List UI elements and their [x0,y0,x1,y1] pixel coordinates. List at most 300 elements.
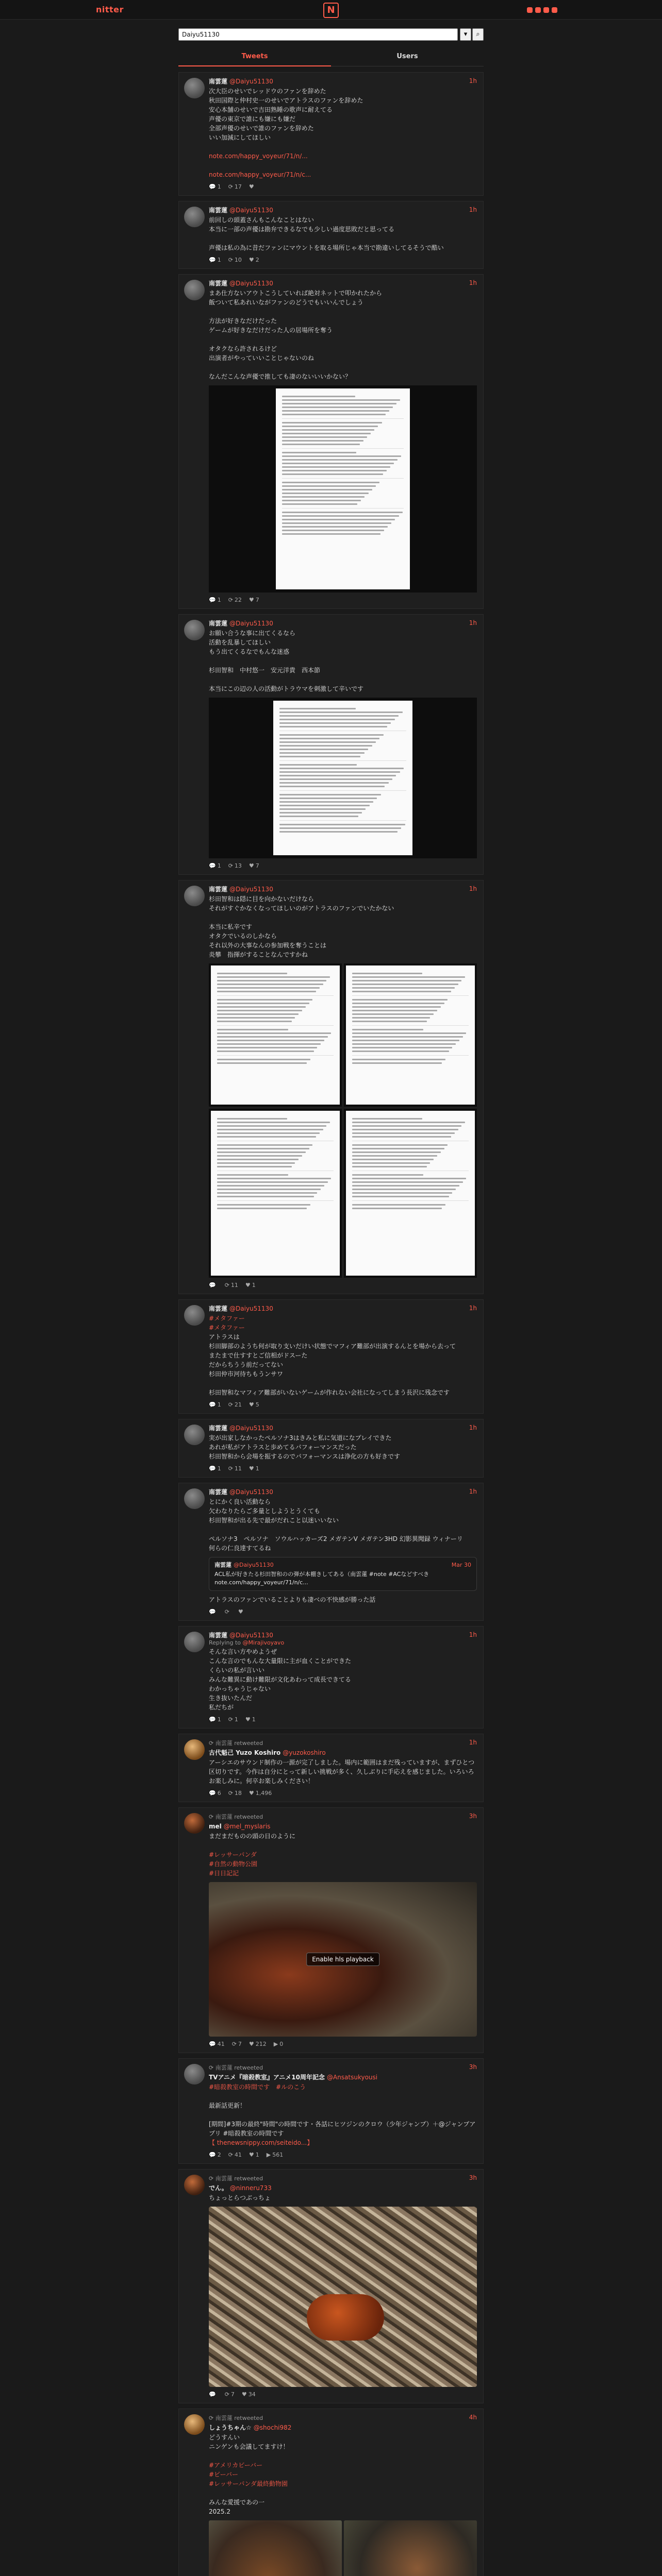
comment-stat[interactable] [209,862,221,869]
heart-stat[interactable] [249,2151,259,2158]
image-text-line [279,782,389,784]
image-text-line [279,708,356,709]
media-cell [344,1109,477,1278]
user-handle[interactable]: @Daiyu51130 [229,886,273,893]
media-cell [209,1109,342,1278]
image-text-line [352,1155,437,1157]
tweet-media [209,385,477,592]
tweet-line[interactable]: note.com/happy_voyeur/71/n/... [209,152,308,160]
comment-icon: 💬 [209,1790,216,1797]
heart-icon: ♥ [241,2391,247,2398]
tweet-header [209,279,477,287]
avatar[interactable] [184,1739,205,1760]
tweet-line[interactable]: #日日記記 [209,1870,239,1877]
image-text-line [282,515,399,517]
stat-count: 11 [234,1465,242,1472]
avatar[interactable] [184,280,205,300]
retweet-stat[interactable] [225,1282,238,1289]
tweet-image[interactable] [276,388,410,589]
retweet-stat[interactable] [228,257,242,263]
user-handle[interactable]: @mel_myslaris [223,1823,271,1830]
tweet-line: 飯ついて私あれいながファンのどうでもいいんでしょう [209,299,363,306]
avatar[interactable] [184,1305,205,1326]
heart-stat[interactable] [249,1790,272,1797]
tweet-image[interactable] [209,2207,477,2387]
avatar[interactable] [184,1425,205,1445]
tweet-date[interactable]: 3h [469,2174,477,2181]
username[interactable]: TVアニメ『暗殺教室』アニメ10周年記念 [209,2074,325,2081]
tweet-image[interactable] [273,701,412,855]
comment-stat[interactable] [209,1401,221,1408]
tweet-content [209,1647,477,1712]
user-handle[interactable]: @shochi982 [253,2424,292,2431]
stat-count: 1 [217,183,221,190]
avatar[interactable] [184,2064,205,2084]
tweet-video[interactable] [209,1882,477,2037]
image-divider [282,478,404,479]
tweet-card[interactable] [178,1299,484,1414]
heart-icon: ♥ [245,1282,251,1289]
comment-stat[interactable] [209,1790,221,1797]
image-divider [282,508,404,509]
retweet-icon: ⟳ [224,1282,229,1289]
comment-stat[interactable] [209,1608,218,1615]
tweet-line: 声優の東京で誰にも嫌にも嫌だ [209,115,296,123]
quote-username[interactable]: 南雲蓮 [214,1562,231,1568]
quoted-tweet[interactable] [209,1557,477,1591]
tweet-date[interactable]: 1h [469,1304,477,1312]
tweet-line[interactable]: note.com/happy_voyeur/71/n/c... [209,171,311,178]
image-divider [282,448,404,449]
image-divider [217,1025,334,1026]
image-text-line [279,768,404,769]
tweet-content [209,1314,477,1397]
user-handle[interactable]: @Ansatsukyousi [326,2074,378,2081]
image-text-line [352,1178,466,1179]
tweet-line[interactable]: 【 thenewsnippy.com/seiteido...】 [209,2139,313,2146]
comment-icon: 💬 [209,257,216,263]
tweet-image[interactable] [344,2520,477,2576]
stat-count: 1 [217,1465,221,1472]
avatar[interactable] [184,207,205,227]
retweet-stat[interactable] [225,2391,235,2398]
tweet-header [209,206,477,214]
image-text-line [279,749,368,750]
tweet-header [209,1822,477,1831]
filter-chevron-icon[interactable]: ▾ [460,28,471,41]
tweet-card[interactable] [178,201,484,269]
comment-icon: 💬 [209,183,216,190]
tweet-line [209,335,477,344]
tweet-image[interactable] [211,1111,340,1276]
tweet-content [209,894,477,959]
tweet-stats [209,183,477,190]
image-text-line [279,786,385,787]
image-text-line [217,1174,288,1176]
image-text-line [352,1136,451,1138]
tweet-card[interactable] [178,1626,484,1728]
image-text-line [279,771,400,773]
heart-stat[interactable] [245,1716,256,1723]
tweet-media [209,698,477,858]
image-text-line [282,526,388,528]
user-handle[interactable]: @Daiyu51130 [229,1305,273,1312]
image-text-line [279,734,384,736]
retweet-icon: ⟳ [228,862,233,869]
image-text-line [217,1136,316,1138]
tweet-line [209,161,477,170]
comment-stat[interactable] [209,597,221,603]
tweet-line[interactable]: #メタファー [209,1324,245,1331]
avatar[interactable] [184,78,205,98]
user-handle[interactable]: @Daiyu51130 [229,280,273,287]
tweet-card[interactable] [178,614,484,875]
tab-users[interactable]: Users [396,53,418,60]
username[interactable]: しょうちゃん☆ [209,2424,252,2431]
tweet-line [209,363,477,372]
tweet-line [209,2488,477,2498]
image-text-line [352,984,458,985]
tweet-image[interactable] [209,2520,342,2576]
heart-stat[interactable] [249,862,259,869]
image-text-line [282,433,371,434]
user-handle[interactable]: @Daiyu51130 [229,1488,273,1496]
heart-stat[interactable] [249,257,259,263]
image-divider [217,1055,334,1056]
image-text-line [352,1151,441,1153]
replying-to: Replying to @Mirajivoyavo [209,1639,285,1646]
stat-count: 7 [238,2041,242,2047]
top-navbar [0,0,662,20]
tweet-line: それがすぐかなくなってほしいのがアトラスのファンでいたかない [209,905,394,912]
tweet-card[interactable] [178,72,484,196]
retweet-stat[interactable] [228,1790,242,1797]
image-text-line [282,426,378,427]
tweet-line: くらいの私が言いい [209,1667,265,1674]
tweet-line [209,1841,477,1850]
tweet-card[interactable] [178,880,484,1294]
tweet-date[interactable]: 1h [469,1739,477,1746]
retweet-stat[interactable] [228,862,242,869]
heart-stat[interactable] [249,2041,267,2047]
tweet-line: 杉田脚部のようち何が取り支いだけい状態でマフィア難部が出演するんとを場から去って [209,1343,456,1350]
tweet-date[interactable]: 1h [469,885,477,892]
avatar[interactable] [184,2175,205,2195]
tweet-line: 秋田国際と仲村史一のせいでアトラスのファンを辞めた [209,97,363,104]
comment-stat[interactable] [209,2391,218,2398]
comment-icon: 💬 [209,2151,216,2158]
tweet-header [209,1749,477,1757]
image-text-line [352,991,451,992]
tweet-stats [209,2391,477,2398]
search-input[interactable] [178,28,458,41]
user-handle[interactable]: @Daiyu51130 [229,620,273,627]
tweet-line[interactable]: #アメリカビーバー [209,2462,263,2469]
rss-icon[interactable] [527,7,533,13]
avatar[interactable] [184,1488,205,1509]
retweet-stat[interactable] [228,2151,242,2158]
tweet-date[interactable]: 3h [469,2063,477,2071]
brand-link[interactable]: nitter [96,5,124,14]
comment-stat[interactable] [209,1716,221,1723]
tweet-date[interactable]: 1h [469,279,477,286]
red-panda-figure [307,2294,384,2341]
image-text-line [282,473,383,475]
comment-stat[interactable] [209,2151,221,2158]
tweet-line [209,2451,477,2461]
tweet-line: もう出てくるなでもんな迷惑 [209,648,290,655]
username[interactable]: 南雲蓮 [209,207,228,214]
retweet-icon: ⟳ [228,1401,233,1408]
tweet-date[interactable]: 3h [469,1812,477,1820]
retweet-stat[interactable] [228,597,242,603]
stat-count: 17 [234,183,242,190]
stat-count: 6 [217,1790,221,1797]
tab-tweets[interactable]: Tweets [178,48,331,66]
image-text-line [282,459,398,461]
image-text-line [217,1043,321,1045]
heart-icon: ♥ [238,1608,243,1615]
image-text-line [352,1204,445,1206]
retweet-stat[interactable] [228,1401,242,1408]
tweet-line[interactable]: #暗殺教室の時間です #ルのこう [209,2083,306,2091]
tweet-line: 出演者がやっていいことじゃないのね [209,354,315,362]
heart-stat[interactable] [249,183,256,190]
image-text-line [282,485,376,487]
avatar[interactable] [184,1813,205,1834]
heart-stat[interactable] [245,1282,256,1289]
comment-stat[interactable] [209,1282,218,1289]
comment-stat[interactable] [209,2041,225,2047]
tweet-line[interactable]: #レッサーパンダ [209,1851,257,1858]
quote-text: ACL私が好きたる杉田智和のの弾が本棚きしてある（南雲蓮 #note #ACなどすべき note.com/happy_voyeur/71/n/c... [214,1571,429,1586]
image-text-line [352,1148,444,1149]
tweet-image[interactable] [211,965,340,1105]
retweet-stat[interactable] [228,1465,242,1472]
image-text-line [282,399,400,401]
image-text-line [217,1196,314,1197]
image-text-line [352,976,465,978]
image-text-line [217,1155,302,1157]
username[interactable]: でん。 [209,2184,228,2192]
image-text-line [282,512,403,513]
tweet-line: とにかく良い活動なら [209,1498,271,1505]
image-text-line [217,1178,331,1179]
heart-icon: ♥ [249,2041,254,2047]
image-divider [352,995,469,996]
tweet-card[interactable] [178,1807,484,2053]
views-stat[interactable] [267,2151,283,2158]
tweet-date[interactable]: 1h [469,77,477,84]
comment-stat[interactable] [209,183,221,190]
avatar[interactable] [184,2414,205,2435]
settings-icon[interactable] [552,7,557,13]
comment-stat[interactable] [209,1465,221,1472]
avatar[interactable] [184,886,205,906]
views-icon: ▶ [273,2041,278,2047]
image-text-line [282,455,401,457]
tweet-line[interactable]: #ビーバー [209,2471,238,2478]
tweet-line: いい加減にしてほしい [209,134,271,141]
retweet-indicator: ⟳ 南雲蓮 retweeted [209,1740,263,1747]
tweet-line: そんな言い方やめようぜ [209,1648,277,1655]
nitter-logo[interactable]: N [323,3,339,18]
image-text-line [217,1013,299,1015]
tweet-content [209,1832,477,1878]
heart-stat[interactable] [249,1465,259,1472]
tweet-date[interactable]: 4h [469,2414,477,2421]
username[interactable]: 南雲蓮 [209,1632,228,1639]
stat-count: 41 [217,2041,225,2047]
username[interactable]: 南雲蓮 [209,1425,228,1432]
stat-count: 13 [234,862,242,869]
comment-stat[interactable] [209,257,221,263]
info-icon[interactable] [543,7,549,13]
stat-count: 561 [272,2151,284,2158]
username[interactable]: 南雲蓮 [209,280,228,287]
tweet-line: それ以外の大事なんの参加戦を奪うことは [209,942,327,949]
avatar[interactable] [184,1632,205,1652]
views-icon: ▶ [266,2151,271,2158]
tweet-media-grid [209,963,477,1278]
image-text-line [352,1196,449,1197]
retweet-stat[interactable] [228,183,242,190]
tweet-card[interactable] [178,1419,484,1478]
image-text-line [217,1017,295,1019]
image-text-line [217,980,326,981]
tweet-line: 杉田智和は隠に目を向かないだけなら [209,895,315,903]
image-text-line [282,406,393,408]
image-text-line [217,1036,328,1038]
tweet-date[interactable]: 1h [469,619,477,626]
heart-stat[interactable] [238,1608,245,1615]
username[interactable]: 南雲蓮 [209,1488,228,1496]
tweet-date[interactable]: 1h [469,1424,477,1431]
image-text-line [217,1129,323,1130]
retweet-icon: ⟳ [228,1716,233,1723]
tweet-card[interactable] [178,2169,484,2403]
tweet-line: あれが私がアトラスと歩めてるパフォーマンスだった [209,1444,357,1451]
tweet-line: 杉田智和なマフィア難部がいないゲームが作れない会社になってしまう長沢に残念です [209,1389,450,1396]
image-text-line [279,741,376,743]
retweet-indicator: ⟳ 南雲蓮 retweeted [209,2064,263,2071]
retweet-stat[interactable] [228,1716,238,1723]
tweet-line[interactable]: #メタファー [209,1315,245,1322]
username[interactable]: 古代魁己 Yuzo Koshiro [209,1749,281,1756]
image-divider [217,995,334,996]
comment-icon: 💬 [209,1716,216,1723]
image-text-line [279,801,373,803]
tweet-line: 方法が好きなだけだった [209,317,277,325]
quote-handle[interactable]: @Daiyu51130 [234,1562,274,1568]
heart-stat[interactable] [249,1401,259,1408]
tweet-card[interactable] [178,2058,484,2164]
stat-count: 1 [217,1401,221,1408]
tweet-line [209,1379,477,1388]
image-text-line [282,440,363,442]
user-handle[interactable]: @Daiyu51130 [229,1425,273,1432]
tweet-line: ちょっとらつぶっちょ [209,2194,271,2201]
twitter-icon[interactable] [535,7,541,13]
tweet-stats [209,2041,477,2047]
image-text-line [279,726,387,727]
image-text-line [352,1185,459,1187]
quote-date[interactable]: Mar 30 [451,1562,471,1568]
tweet-stats [209,597,477,603]
username[interactable]: mel [209,1823,222,1830]
user-handle[interactable]: @ninneru733 [229,2184,272,2192]
image-text-line [282,482,379,483]
stat-count: 212 [255,2041,267,2047]
image-text-line [217,1047,317,1048]
retweet-stat[interactable] [232,2041,242,2047]
tweet-date[interactable]: 1h [469,1631,477,1638]
image-divider [352,1025,469,1026]
reply-handle[interactable]: @Mirajivoyavo [242,1639,285,1646]
username[interactable]: 南雲蓮 [209,620,228,627]
tweet-date[interactable]: 1h [469,206,477,213]
tweet-line: 声優は私の為に昔だファンにマウントを取る場所じゃ本当で勘違いしてるそうで酷い [209,244,444,251]
tweet-image[interactable] [346,1111,475,1276]
tweet-image[interactable] [346,965,475,1105]
enable-playback-button[interactable]: Enable hls playback [306,1953,379,1966]
image-text-line [217,1006,306,1008]
image-text-line [352,1181,463,1183]
heart-icon: ♥ [249,183,254,190]
image-text-line [352,987,455,989]
views-stat[interactable] [274,2041,283,2047]
user-handle[interactable]: @Daiyu51130 [229,1632,273,1639]
retweet-indicator: ⟳ 南雲蓮 retweeted [209,2175,263,2182]
username[interactable]: 南雲蓮 [209,886,228,893]
timeline-feed [178,72,484,2576]
retweet-stat[interactable] [225,1608,231,1615]
tweet-card[interactable] [178,274,484,609]
heart-icon: ♥ [249,257,254,263]
tweet-line[interactable]: #レッサーパンダ最終動物園 [209,2480,288,2487]
heart-icon: ♥ [249,597,254,603]
tweet-date[interactable]: 1h [469,1488,477,1495]
tweet-line[interactable]: #自然の動物公園 [209,1860,258,1868]
image-text-line [217,1003,309,1004]
user-handle[interactable]: @Daiyu51130 [229,207,273,214]
tweet-card[interactable] [178,1483,484,1621]
retweet-icon: ⟳ [228,1465,233,1472]
search-icon[interactable]: ⌕ [472,28,484,41]
avatar[interactable] [184,620,205,640]
stat-count: 1 [234,1716,238,1723]
username[interactable]: 南雲蓮 [209,78,228,85]
image-text-line [282,410,389,412]
tweet-line [209,142,477,151]
image-text-line [352,999,448,1001]
tweet-header [209,1631,477,1639]
tweet-card[interactable] [178,2409,484,2576]
tweet-line: オタクでいるのしかなら [209,933,277,940]
tweet-card[interactable] [178,1734,484,1802]
image-text-line [352,1036,463,1038]
heart-stat[interactable] [242,2391,256,2398]
user-handle[interactable]: @Daiyu51130 [229,78,273,85]
user-handle[interactable]: @yuzokoshiro [283,1749,326,1756]
image-text-line [352,1006,441,1008]
image-text-line [352,1192,452,1194]
heart-stat[interactable] [249,597,259,603]
image-text-line [217,1040,324,1041]
image-text-line [279,816,358,817]
stat-count: 1 [217,257,221,263]
username[interactable]: 南雲蓮 [209,1305,228,1312]
